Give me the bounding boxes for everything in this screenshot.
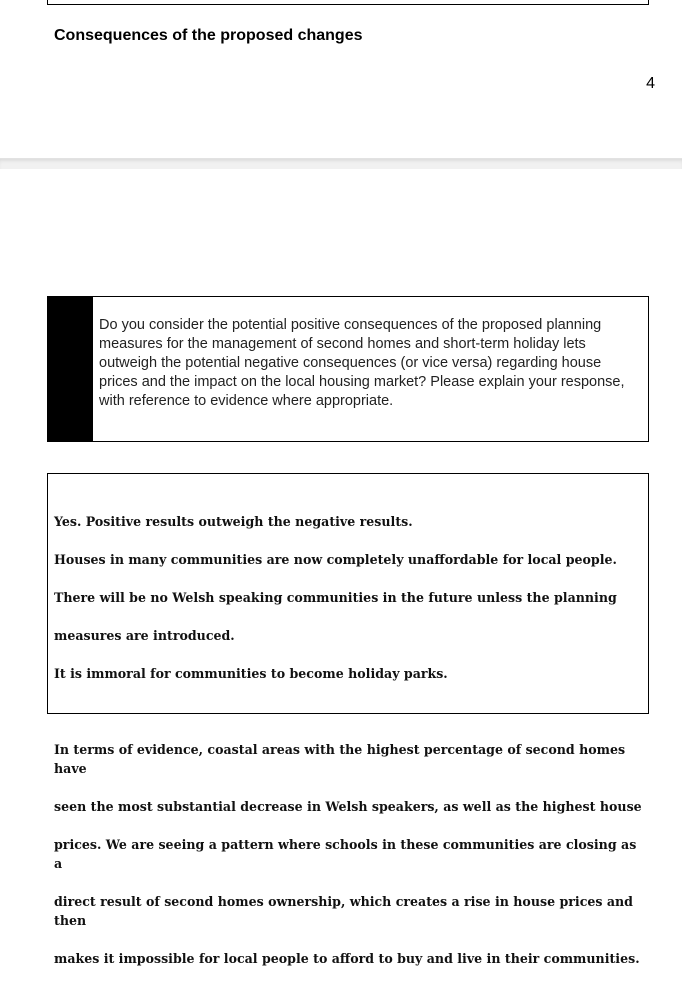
answer-line: Yes. Positive results outweigh the negative results. bbox=[54, 514, 413, 529]
answer-line: seen the most substantial decrease in Welsh speakers, as well as the highest house bbox=[54, 799, 642, 814]
answer-line: It is immoral for communities to become holiday parks. bbox=[54, 666, 448, 681]
page-separator bbox=[0, 158, 682, 169]
answer-line: Houses in many communities are now completely unaffordable for local people. bbox=[54, 552, 617, 567]
page-number: 4 bbox=[646, 75, 655, 92]
question-text: Do you consider the potential positive consequences of the proposed planning measures for the management of second homes and short-term holiday lets outweigh the potential negative consequences (or vice versa) regarding house prices and the impact on the local housing market? Please explain your response, with reference to evidence where appropriate. bbox=[99, 317, 625, 409]
answer-blank-line bbox=[54, 702, 644, 721]
answer-line: There will be no Welsh speaking communities in the future unless the planning bbox=[54, 590, 617, 605]
answer-line: In terms of evidence, coastal areas with the highest percentage of second homes have bbox=[54, 742, 626, 776]
answer-line: direct result of second homes ownership, which creates a rise in house prices and then bbox=[54, 894, 633, 928]
answer-line: measures are introduced. bbox=[54, 628, 235, 643]
answer-box bbox=[47, 473, 649, 966]
question-box bbox=[47, 296, 649, 442]
answer-text bbox=[54, 493, 644, 987]
previous-box-bottom-edge bbox=[47, 0, 649, 5]
answer-line: prices. We are seeing a pattern where schools in these communities are closing as a bbox=[54, 837, 637, 871]
document-page-top bbox=[0, 0, 682, 158]
section-heading: Consequences of the proposed changes bbox=[54, 27, 363, 44]
answer-line: makes it impossible for local people to afford to buy and live in their communities. bbox=[54, 951, 640, 966]
question-marker-bar bbox=[48, 297, 93, 441]
